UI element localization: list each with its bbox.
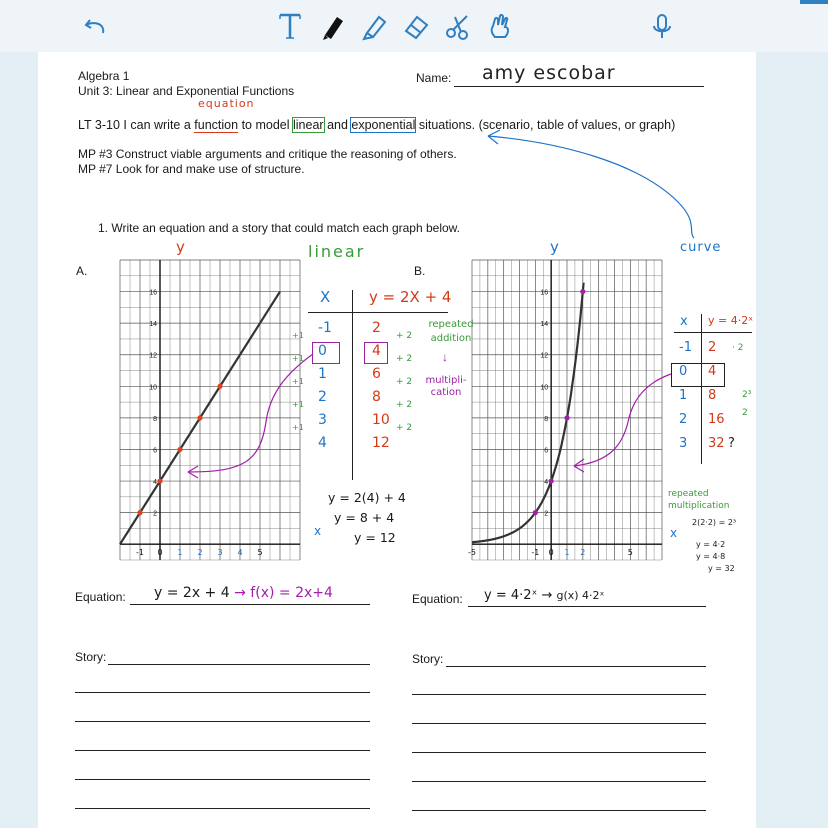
table-x-cell: 1 <box>679 388 688 403</box>
mp3-text: MP #3 Construct viable arguments and critique the reasoning of others. <box>78 147 457 161</box>
x-tick-label: 1 <box>177 548 183 558</box>
down-arrow: ↓ <box>442 350 448 364</box>
story-b-line-3[interactable] <box>412 752 706 753</box>
part-a-label: A. <box>76 264 88 278</box>
y-tick-label: 6 <box>153 447 157 455</box>
name-label: Name: <box>416 71 452 85</box>
equation-a-value[interactable] <box>154 585 333 601</box>
two-small-note: 2 <box>742 408 748 418</box>
y-tick-label: 14 <box>149 321 157 329</box>
x-tick-label: 0 <box>157 548 163 558</box>
x-tick-label: 1 <box>564 548 570 558</box>
table-x-cell: -1 <box>318 320 332 336</box>
eraser-icon <box>401 11 431 41</box>
text-tool-icon <box>275 11 305 41</box>
linear-note: linear <box>308 242 366 261</box>
lt-text-2: to model <box>241 118 290 132</box>
x-tick-label: 3 <box>217 548 223 558</box>
story-a-line-4[interactable] <box>75 779 370 780</box>
y-tick-label: 10 <box>149 384 157 392</box>
table-y-cell: 8 <box>372 389 381 405</box>
x-tick-label: 2 <box>580 548 586 558</box>
story-b-line-4[interactable] <box>412 781 706 782</box>
plus-one-note: +1 <box>292 331 304 340</box>
connector-a <box>188 354 313 472</box>
y-tick-label: 16 <box>149 289 157 297</box>
y-tick-label: 14 <box>540 321 549 329</box>
equation-a-function: f(x) = 2x+4 <box>250 585 333 601</box>
y-tick-label: 12 <box>540 352 549 360</box>
table-x-cell: 2 <box>318 389 327 405</box>
table-y-cell: 6 <box>372 366 381 382</box>
highlighter-icon <box>359 11 389 41</box>
y-tick-label: 8 <box>544 415 549 423</box>
plus-one-note: +1 <box>292 423 304 432</box>
lt-exponential: exponential <box>351 118 416 132</box>
story-b-line-1[interactable] <box>412 694 706 695</box>
table-x-cell: 2 <box>679 412 688 427</box>
table-x-cell: 3 <box>318 412 327 428</box>
y-tick-label: 16 <box>540 289 549 297</box>
repeated-addition-note: repeated addition <box>428 319 474 344</box>
table-y-cell: 12 <box>372 435 390 451</box>
story-a-label: Story: <box>75 650 107 664</box>
story-b-line-5[interactable] <box>412 810 706 811</box>
table-b-question-mark: ? <box>728 436 735 451</box>
graph-a-x-label: x <box>314 524 322 538</box>
equation-a-line <box>130 604 370 605</box>
story-a-line-0[interactable] <box>108 664 370 665</box>
highlighter-button[interactable] <box>354 6 394 46</box>
plus-two-note: + 2 <box>396 331 413 341</box>
y-tick-label: 2 <box>153 510 157 518</box>
equation-b-value[interactable] <box>484 588 604 603</box>
lt-and: and <box>327 118 348 132</box>
y-tick-label: 4 <box>153 479 157 487</box>
x-tick-label: -1 <box>531 548 540 558</box>
table-y-cell: 4 <box>708 364 717 379</box>
story-a-line-2[interactable] <box>75 721 370 722</box>
table-x-cell: 0 <box>318 343 327 359</box>
repeated-multiplication-note: repeated multiplication <box>668 489 730 511</box>
left-margin <box>0 52 38 828</box>
graph-b-y-label: y <box>550 238 559 256</box>
two-cubed-note: 2³ <box>742 390 752 400</box>
x-tick-label: 4 <box>237 548 243 558</box>
story-a-line-3[interactable] <box>75 750 370 751</box>
part-b-label: B. <box>414 264 426 278</box>
work-b-2: y = 4·8 <box>696 552 726 561</box>
plus-two-note: + 2 <box>396 423 413 433</box>
y-tick-label: 8 <box>153 415 157 423</box>
table-x-cell: 1 <box>318 366 327 382</box>
equation-b-text: y = 4·2ˣ <box>484 588 538 603</box>
story-b-line-2[interactable] <box>412 723 706 724</box>
table-y-cell: 2 <box>708 340 717 355</box>
x-tick-label: -1 <box>136 548 144 558</box>
equation-a-text: y = 2x + 4 <box>154 585 230 601</box>
undo-icon <box>81 11 111 41</box>
table-b-x-header: x <box>680 314 688 329</box>
lt-linear: linear <box>293 118 324 132</box>
equation-annotation: equation <box>198 97 255 110</box>
story-b-label: Story: <box>412 652 444 666</box>
story-a-line-1[interactable] <box>75 692 370 693</box>
work-a-3: y = 12 <box>354 530 396 545</box>
x-tick-label: 5 <box>257 548 263 558</box>
microphone-button[interactable] <box>642 6 682 46</box>
worksheet-page <box>38 52 756 828</box>
work-b-0: 2(2·2) = 2³ <box>692 518 737 527</box>
curve-note: curve <box>680 240 722 255</box>
y-tick-label: 2 <box>544 510 549 518</box>
table-x-cell: 0 <box>679 364 688 379</box>
undo-button[interactable] <box>76 6 116 46</box>
times-two-note: · 2 <box>732 343 744 353</box>
scissors-icon <box>443 11 473 41</box>
equation-a-arrow: → <box>234 585 246 601</box>
graph-b-x-label: x <box>670 526 678 540</box>
plus-one-note: +1 <box>292 377 304 386</box>
equation-a-label: Equation: <box>75 590 126 604</box>
work-a-2: y = 8 + 4 <box>334 510 395 525</box>
connector-strokes <box>38 52 756 828</box>
mp7-text: MP #7 Look for and make use of structure. <box>78 162 305 176</box>
equation-b-arrow: → <box>541 588 553 603</box>
plus-two-note: + 2 <box>396 377 413 387</box>
y-tick-label: 4 <box>544 479 549 487</box>
lt-function: function <box>194 118 239 132</box>
microphone-icon <box>647 11 677 41</box>
table-y-cell: 4 <box>372 343 381 359</box>
work-a-1: y = 2(4) + 4 <box>328 490 406 505</box>
table-y-cell: 8 <box>708 388 717 403</box>
y-tick-label: 10 <box>540 384 549 392</box>
plus-one-note: +1 <box>292 354 304 363</box>
table-y-cell: 32 <box>708 436 725 451</box>
y-tick-label: 6 <box>544 447 549 455</box>
work-b-3: y = 32 <box>708 564 735 573</box>
work-b-1: y = 4·2 <box>696 540 726 549</box>
lt-text-3: situations. (scenario, table of values, or graph) <box>418 118 676 132</box>
table-x-cell: 4 <box>318 435 327 451</box>
toolbar <box>0 0 828 53</box>
x-tick-label: -5 <box>468 548 476 558</box>
table-y-cell: 10 <box>372 412 390 428</box>
plus-two-note: + 2 <box>396 400 413 410</box>
multiplication-note: multipli- cation <box>425 375 467 398</box>
x-tick-label: 5 <box>627 548 633 558</box>
hand-button[interactable] <box>480 6 520 46</box>
table-y-cell: 2 <box>372 320 381 336</box>
table-x-cell: 3 <box>679 436 688 451</box>
graph-a-y-label: y <box>176 238 185 256</box>
question-1: 1. Write an equation and a story that could match each graph below. <box>98 221 461 235</box>
lt-label: LT 3-10 <box>78 118 120 132</box>
connector-b <box>574 374 671 466</box>
equation-b-line <box>468 606 706 607</box>
right-margin <box>756 52 828 828</box>
scissors-button[interactable] <box>438 6 478 46</box>
table-b-y-header: y = 4·2ˣ <box>708 314 754 327</box>
equation-b-function: g(x) 4·2ˣ <box>556 589 605 602</box>
hand-icon <box>485 11 515 41</box>
name-value[interactable]: amy escobar <box>482 62 616 84</box>
lt-text-1: I can write a <box>123 118 191 132</box>
course-title: Algebra 1 <box>78 69 130 83</box>
table-x-cell: -1 <box>679 340 692 355</box>
pen-icon <box>317 11 347 41</box>
plus-one-note: +1 <box>292 400 304 409</box>
table-a-y-header: y = 2X + 4 <box>369 288 452 306</box>
story-b-line-0[interactable] <box>446 666 706 667</box>
pen-button[interactable] <box>312 6 352 46</box>
table-a-x-header: X <box>320 288 331 306</box>
corner-indicator <box>800 0 828 4</box>
table-y-cell: 16 <box>708 412 725 427</box>
equation-b-label: Equation: <box>412 592 463 606</box>
eraser-button[interactable] <box>396 6 436 46</box>
text-tool-button[interactable] <box>270 6 310 46</box>
unit-title: Unit 3: Linear and Exponential Functions <box>78 84 295 98</box>
x-tick-label: 2 <box>197 548 203 558</box>
story-a-line-5[interactable] <box>75 808 370 809</box>
x-tick-label: 0 <box>548 548 554 558</box>
y-tick-label: 12 <box>149 352 157 360</box>
plus-two-note: + 2 <box>396 354 413 364</box>
